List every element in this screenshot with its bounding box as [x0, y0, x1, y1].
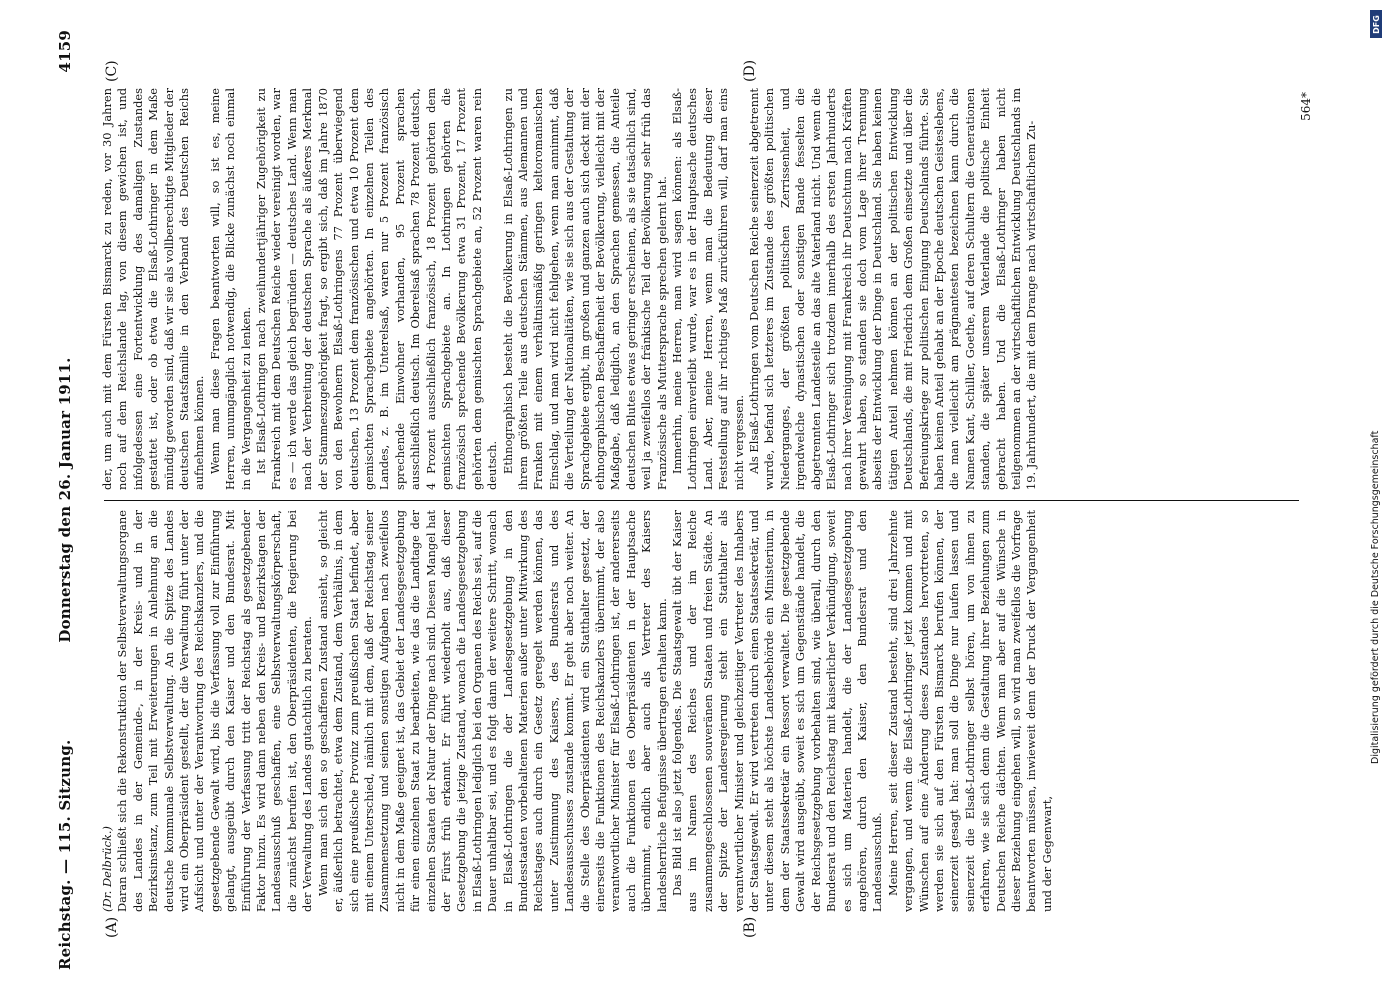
paragraph: Das Bild ist also jetzt folgendes. Die Staatsgewalt übt der Kaiser aus im Namen des Reiches und der im Reiche zusammengeschlossenen souveränen Staaten und freien Städte. An der Spitze der Landesregierung steht ein Statthalter als verantwortlicher Minister und gleichzeitiger Vertreter des Inhabers der Staatsgewalt. Er wird vertreten durch einen Staatssekretär, und unter diesem steht als höchste Landesbehörde ein Ministerium, in dem der Staatssekretär ein Ressort verwaltet. Die gesetzgebende Gewalt wird ausgeübt, soweit es sich um Gegenstände handelt, die der Reichsgesetzgebung vorbehalten sind, wie überall, durch den Bundesrat und den Reichstag mit kaiserlicher Verkündigung, soweit es sich um Materien handelt, die der Landesgesetzgebung angehören, durch den Kaiser, den Bundesrat und den Landesausschuß.: [670, 510, 885, 912]
right-column: [100, 88, 1303, 490]
paragraph: Daran schließt sich die Rekonstruktion der Selbstverwaltungsorgane des Landes in der Gemeinde-, in der Kreis- und in der Bezirksinstanz, zum Teil mit Erweiterungen in Anlehnung an die deutsche kommunale Selbstverwaltung. An die Spitze des Landes wird ein Oberpräsident gestellt, der die Verwaltung führt unter der Aufsicht und unter der Verantwortung des Reichskanzlers, und die gesetzgebende Gewalt wird, bis die Verfassung voll zur Einführung gelangt, ausgeübt durch den Kaiser und den Bundesrat. Mit Einführung der Verfassung tritt der Reichstag als gesetzgebender Faktor hinzu. Es wird dann neben den Kreis- und Bezirkstagen der Landesausschuß geschaffen, eine Selbstverwaltungskörperschaft, die zunächst berufen ist, den Oberpräsidenten, die Regierung bei der Verwaltung des Landes gutachtlich zu beraten.: [115, 510, 315, 912]
speaker-reference: (Dr. Delbrück.): [100, 826, 114, 912]
header-session: Reichstag. — 115. Sitzung.: [56, 739, 74, 970]
paragraph: Als Elsaß-Lothringen vom Deutschen Reiche seinerzeit abgetrennt wurde, befand sich letzteres im Zustande des größten politischen Niederganges, der größten politischen Zerrissenheit, und irgendwelche dynastischen oder sonstigen Bande fesselten die abgetrennten Landesteile an das alte Vaterland nicht. Und wenn die Elsaß-Lothringer sich trotzdem innerhalb des ersten Jahrhunderts nach ihrer Vereinigung mit Frankreich ihr Deutschtum nach Kräften gewahrt haben, so standen sie doch vom Lage ihrer Trennung abseits der Entwicklung der Dinge in Deutschland. Sie haben keinen tätigen Anteil nehmen können an der politischen Entwicklung Deutschlands, die mit Friedrich dem Großen einsetzte und über die Befreiungskriege zur politischen Einigung Deutschlands führte. Sie haben keinen Anteil gehabt an der Epoche deutschen Geisteslebens, die man vielleicht am prägnantesten bezeichnen kann durch die Namen Kant, Schiller, Goethe, auf deren Schultern die Generationen standen, die später unserem Vaterlande die politische Einheit gebracht haben. Und die Elsaß-Lothringer haben nicht teilgenommen an der wirtschaftlichen Entwicklung Deutschlands im 19. Jahrhundert, die mit dem Drange nach wirtschaftlichem Zu-: [747, 88, 1039, 490]
paragraph: der, um auch mit dem Fürsten Bismarck zu reden, vor 30 Jahren noch auf dem Reichslande lag, von diesem gewichen ist, und infolgedessen eine Fortentwicklung des damaligen Zustandes gestattet ist, oder ob etwa die Elsaß-Lothringer in dem Maße mündig geworden sind, daß wir sie als vollberechtigte Mitglieder der deutschen Staatsfamilie in den Verband des Deutschen Reichs aufnehmen können.: [100, 88, 207, 490]
paragraph: Ist Elsaß-Lothringen nach zweihundertjähriger Zugehörigkeit zu Frankreich mit dem Deutschen Reiche wieder vereinigt worden, war es — ich werde das gleich begründen — deutsches Land. Wenn man nach der Verbreitung der deutschen Sprache als äußeres Merkmal der Stammeszugehörigkeit fragt, so ergibt sich, daß im Jahre 1870 von den Bewohnern Elsaß-Lothringens 77 Prozent überwiegend deutschen, 13 Prozent dem französischen und etwa 10 Prozent dem gemischten Sprachgebiete angehörten. In einzelnen Teilen des Landes, z. B. im Unterelsaß, waren nur 5 Prozent französisch sprechende Einwohner vorhanden, 95 Prozent sprachen ausschließlich deutsch. Im Oberelsaß sprachen 78 Prozent deutsch, 4 Prozent ausschließlich französisch, 18 Prozent gehörten dem gemischten Sprachgebiete an. In Lothringen gehörten die französisch sprechende Bevölkerung etwa 31 Prozent, 17 Prozent gehörten dem gemischten Sprachgebiete an, 52 Prozent waren rein deutsch.: [254, 88, 500, 490]
margin-label-a: (A): [104, 916, 120, 938]
paragraph: Immerhin, meine Herren, man wird sagen können: als Elsaß-Lothringen einverleibt wurde, war es in der Hauptsache deutsches Land. Aber, meine Herren, wenn man die Bedeutung dieser Feststellung auf ihr richtiges Maß zurückführen will, darf man eins nicht vergessen.: [670, 88, 746, 490]
paragraph: Ethnographisch besteht die Bevölkerung in Elsaß-Lothringen zu ihrem größten Teile aus deutschen Stämmen, aus Alemannen und Franken mit einem verhältnismäßig geringen keltoromanischen Einschlag, und man wird nicht fehlgehen, wenn man annimmt, daß die Verteilung der Nationalitäten, wie sie sich aus der Gestaltung der Sprachgebiete ergibt, im großen und ganzen auch sich deckt mit der ethnographischen Beschaffenheit der Bevölkerung, vielleicht mit der Maßgabe, daß lediglich, an den Sprachen gemessen, die Anteile deutschen Blutes etwas geringer erscheinen, als sie tatsächlich sind, weil ja zweifellos der fränkische Teil der Bevölkerung sehr früh das Französische als Muttersprache sprechen gelernt hat.: [500, 88, 669, 490]
column-divider: [104, 500, 1299, 501]
sheet-signature: 564*: [1299, 92, 1313, 121]
paragraph: Wenn man diese Fragen beantworten will, so ist es, meine Herren, unumgänglich notwendig, die Blicke zunächst noch einmal in die Vergangenheit zu lenken.: [207, 88, 253, 490]
dfg-notice-strip: [1370, 44, 1382, 764]
header-date: Donnerstag den 26. Januar 1911.: [56, 357, 74, 643]
dfg-notice: Digitalisierung gefördert durch die Deutsche Forschungsgemeinschaft: [1370, 430, 1381, 764]
dfg-logo-text: DFG: [1371, 14, 1381, 34]
page-header: [56, 30, 80, 970]
paragraph: Wenn man sich den so geschaffenen Zustand ansieht, so gleicht er, äußerlich betrachtet, etwa dem Zustand, dem Verhältnis, in dem sich eine preußische Provinz zum preußischen Staat befindet, aber mit einem Unterschied, nämlich mit dem, daß der Reichstag seiner Zusammensetzung und seinen sonstigen Aufgaben nach zweifellos nicht in dem Maße geeignet ist, das Gebiet der Landesgesetzgebung für einen einzelnen Staat zu bearbeiten, wie das die Landtage der einzelnen Staaten der Natur der Dinge nach sind. Diesen Mangel hat der Fürst früh erkannt. Er führt wiederholt aus, daß dieser Gesetzgebung die jetzige Zustand, wonach die Landesgesetzgebung in Elsaß-Lothringen lediglich bei den Organen des Reichs sei, auf die Dauer unhaltbar sei, und es folgt dann der weitere Schritt, wonach in Elsaß-Lothringen die der Landesgesetzgebung in den Bundesstaaten vorbehaltenen Materien außer unter Mitwirkung des Reichstages auch durch ein Gesetz geregelt werden können, das unter Zustimmung des Kaisers, des Bundesrats und des Landesausschusses zustande kommt. Er geht aber noch weiter. An die Stelle des Oberpräsidenten wird ein Statthalter gesetzt, der einerseits die Funktionen des Reichskanzlers übernimmt, der also verantwortlicher Minister für Elsaß-Lothringen ist, der andererseits auch die Funktionen des Oberpräsidenten in der Hauptsache übernimmt, endlich aber auch als Vertreter des Kaisers landesherrliche Befugnisse übertragen erhalten kann.: [315, 510, 669, 912]
margin-label-d: (D): [742, 59, 758, 82]
margin-label-c: (C): [104, 60, 120, 82]
left-column: [100, 510, 1303, 912]
paragraph: Meine Herren, seit dieser Zustand besteht, sind drei Jahrzehnte vergangen, und wenn die Elsaß-Lothringer jetzt kommen und mit Wünschen auf eine Änderung dieses Zustandes hervortreten, so werden sie sich auf den Fürsten Bismarck berufen können, der seinerzeit gesagt hat: man soll die Dinge nur laufen lassen und seinerzeit die Elsaß-Lothringer selbst hören, um von ihnen zu erfahren, wie sie sich denn die Gestaltung ihrer Beziehungen zum Deutschen Reiche dächten. Wenn man aber auf die Wünsche in dieser Beziehung eingehen will, so wird man zweifellos die Vorfrage beantworten müssen, inwieweit denn der Druck der Vergangenheit und der Gegenwart,: [885, 510, 1054, 912]
margin-label-b: (B): [742, 916, 758, 938]
page-number: 4159: [56, 30, 74, 73]
dfg-logo: [1370, 10, 1382, 38]
